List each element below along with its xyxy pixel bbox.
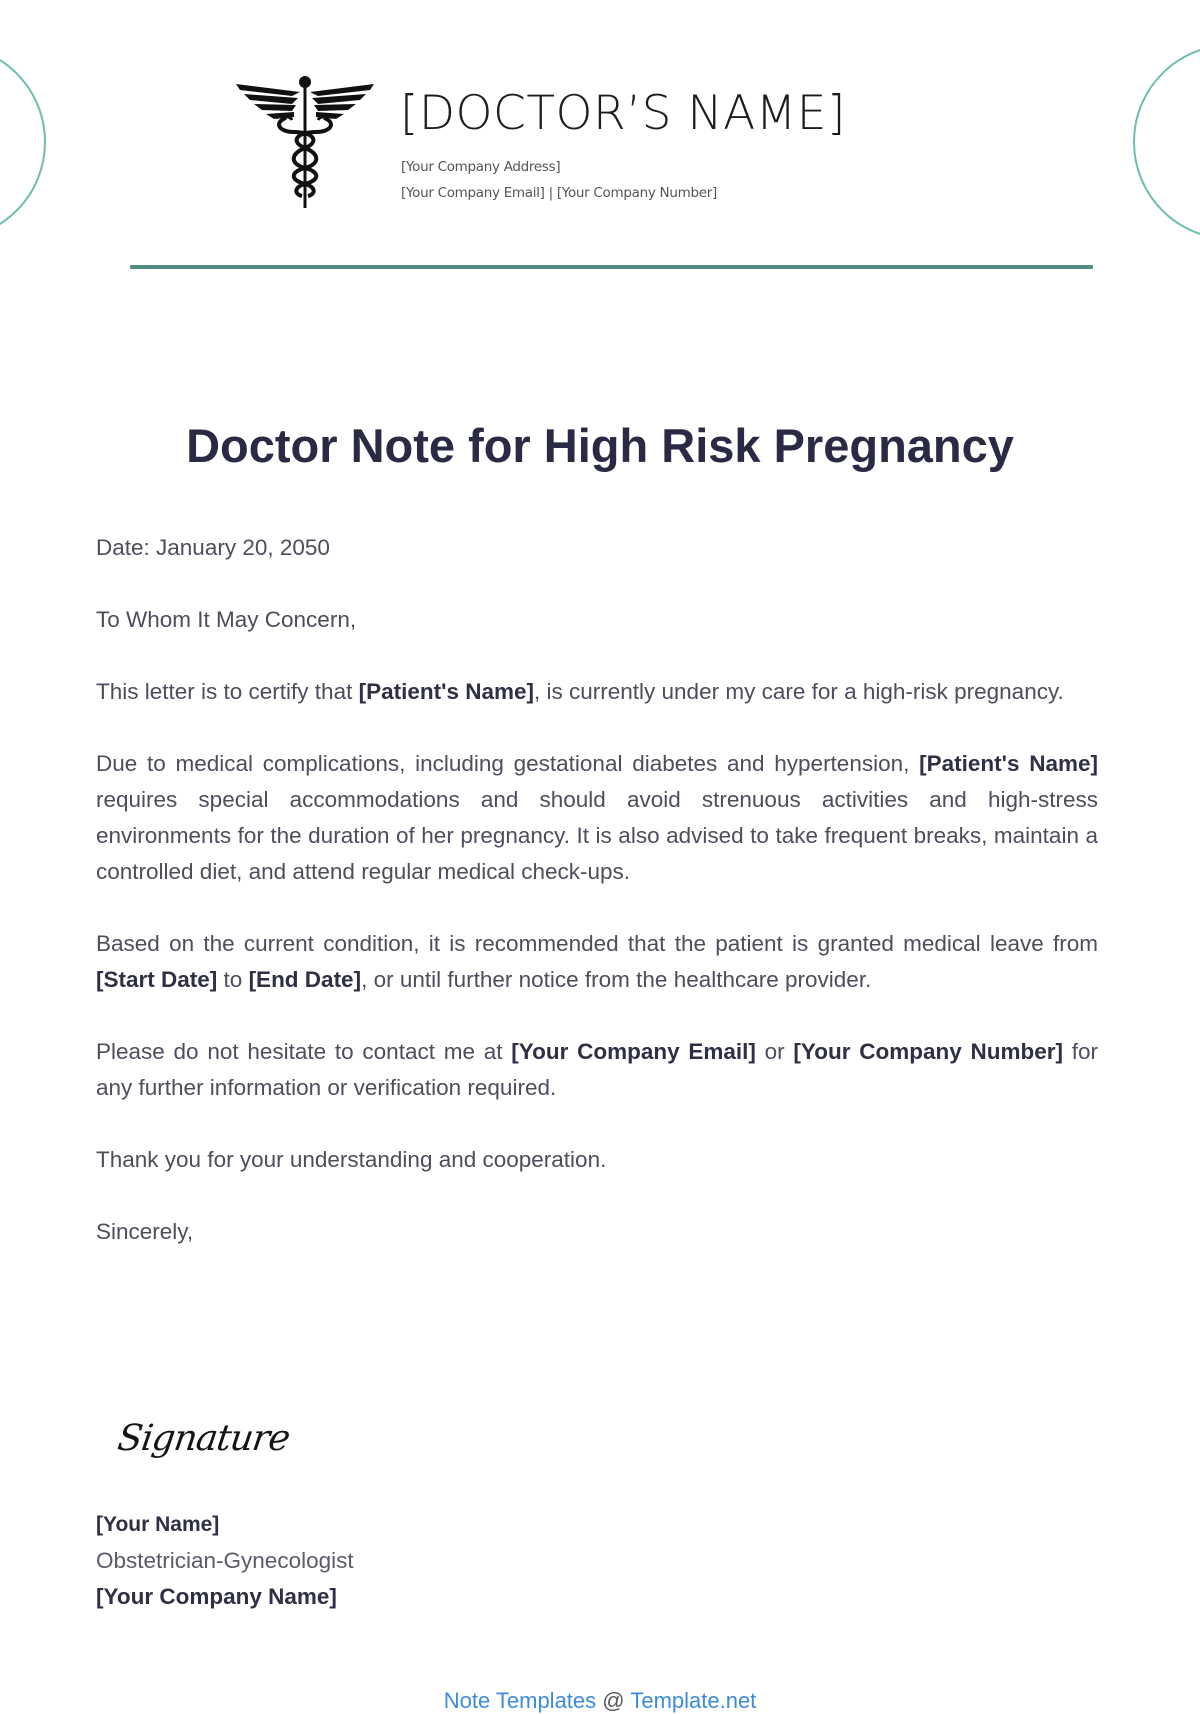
text: , or until further notice from the healthcare provider.	[361, 967, 872, 992]
company-email-placeholder: [Your Company Email]	[511, 1039, 756, 1064]
decorative-circle-left	[0, 44, 46, 240]
signer-role: Obstetrician-Gynecologist	[96, 1548, 354, 1573]
company-number-placeholder: [Your Company Number]	[793, 1039, 1063, 1064]
text: , is currently under my care for a high-risk pregnancy.	[534, 679, 1064, 704]
end-date-placeholder: [End Date]	[248, 967, 362, 992]
footer-credit	[0, 1688, 1200, 1714]
text: requires special accommodations and should avoid strenuous activities and high-stress environments for the duration of her pregnancy. It is also advised to take frequent breaks, maintain a controlled diet, and attend regular medical check-ups.	[96, 787, 1098, 884]
company-address: [Your Company Address]	[401, 159, 561, 175]
caduceus-icon	[234, 74, 376, 210]
patient-name-placeholder: [Patient's Name]	[919, 751, 1098, 776]
date-line: Date: January 20, 2050	[96, 535, 330, 560]
doctor-name: [DOCTOR’S NAME]	[400, 86, 846, 141]
signer-name: [Your Name]	[96, 1513, 220, 1536]
document-title: Doctor Note for High Risk Pregnancy	[186, 419, 1014, 472]
text: for any further information or verification required.	[96, 1039, 1098, 1100]
letter-body	[96, 530, 1098, 1286]
paragraph-contact	[96, 1034, 1098, 1106]
footer-link-note-templates[interactable]: Note Templates	[443, 1688, 597, 1713]
company-contact: [Your Company Email] | [Your Company Number]	[401, 185, 717, 201]
text: This letter is to certify that	[96, 679, 359, 704]
paragraph-certification	[96, 674, 1098, 710]
paragraph-complications	[96, 746, 1098, 890]
paragraph-thanks: Thank you for your understanding and cooperation.	[96, 1147, 607, 1172]
signer-block	[96, 1507, 354, 1615]
patient-name-placeholder: [Patient's Name]	[358, 679, 534, 704]
decorative-circle-right	[1133, 44, 1200, 240]
text: Due to medical complications, including gestational diabetes and hypertension,	[96, 751, 920, 776]
paragraph-leave	[96, 926, 1098, 998]
signature: Signature	[115, 1418, 292, 1459]
start-date-placeholder: [Start Date]	[96, 967, 218, 992]
signer-company: [Your Company Name]	[96, 1584, 337, 1609]
text: to	[217, 967, 249, 992]
header-divider	[130, 265, 1093, 269]
salutation: To Whom It May Concern,	[96, 607, 357, 632]
closing: Sincerely,	[96, 1219, 194, 1244]
text: or	[755, 1039, 794, 1064]
text: Please do not hesitate to contact me at	[96, 1039, 512, 1064]
footer-separator: @	[596, 1688, 631, 1713]
text: Based on the current condition, it is recommended that the patient is granted medical leave from	[96, 931, 1098, 956]
footer-link-template-net[interactable]: Template.net	[630, 1688, 757, 1713]
